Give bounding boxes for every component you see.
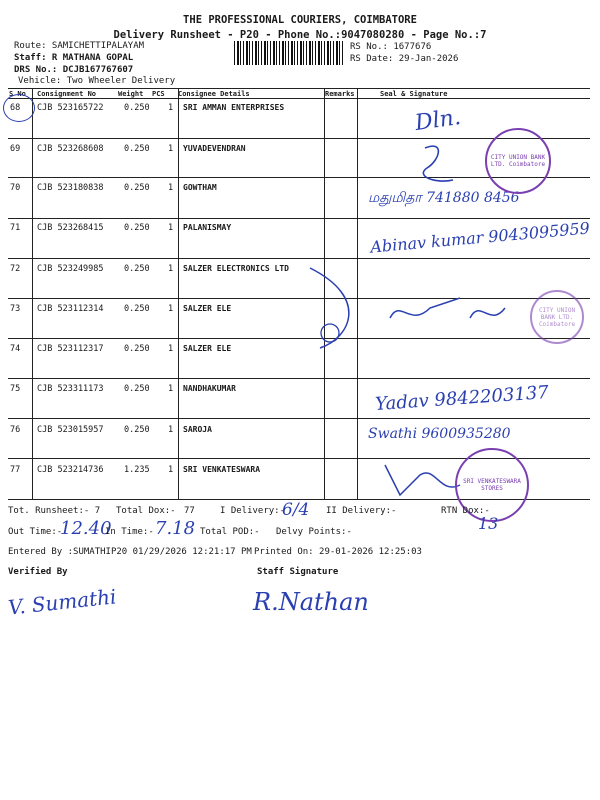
row-consignment: CJB 523268415: [37, 223, 104, 233]
row-weight: 0.250: [124, 103, 150, 113]
row-divider: [8, 218, 590, 219]
row-pcs: 1: [168, 144, 174, 154]
rs-date: RS Date: 29-Jan-2026: [350, 54, 459, 64]
row-weight: 0.250: [124, 384, 150, 394]
row-consignee: SRI VENKATESWARA: [183, 465, 261, 474]
row-pcs: 1: [168, 264, 174, 274]
out-time-value: 12.40: [60, 518, 112, 539]
col-divider: [178, 89, 179, 499]
row-pcs: 1: [168, 425, 174, 435]
total-pod-label: Total POD:-: [200, 527, 260, 537]
row-divider: [8, 378, 590, 379]
i-delivery-label: I Delivery:-: [220, 506, 286, 516]
company-title: THE PROFESSIONAL COURIERS, COIMBATORE: [183, 14, 417, 26]
in-time-label: In Time:-: [105, 527, 154, 537]
row-weight: 0.250: [124, 425, 150, 435]
row-sno: 69: [10, 144, 21, 154]
runsheet-subtitle: Delivery Runsheet - P20 - Phone No.:9047080280 - Page No.:7: [113, 29, 487, 41]
circle-mark: [3, 94, 35, 122]
row-weight: 0.250: [124, 223, 150, 233]
col-sno: S No: [9, 90, 26, 98]
row-divider: [8, 418, 590, 419]
row-weight: 0.250: [124, 304, 150, 314]
row-pcs: 1: [168, 344, 174, 354]
rtn-dox-value: 13: [478, 514, 499, 533]
col-pcs: PCS: [152, 90, 165, 98]
row-weight: 0.250: [124, 264, 150, 274]
row-consignment: CJB 523311173: [37, 384, 104, 394]
row-consignee: SALZER ELE: [183, 304, 232, 313]
total-dox-label: Total Dox:-: [116, 506, 176, 516]
row-sno: 68: [10, 103, 21, 113]
tot-runsheet: Tot. Runsheet:- 7: [8, 506, 101, 516]
row-consignee: SRI AMMAN ENTERPRISES: [183, 103, 285, 112]
row-pcs: 1: [168, 103, 174, 113]
city-union-stamp: CITY UNION BANK LTD. Coimbatore: [485, 128, 551, 194]
row-pcs: 1: [168, 304, 174, 314]
row-consignee: PALANISMAY: [183, 223, 232, 232]
total-dox-value: 77: [184, 506, 195, 516]
ii-delivery-label: II Delivery:-: [326, 506, 397, 516]
row-weight: 1.235: [124, 465, 150, 475]
signature-69: [405, 140, 465, 190]
rs-no: RS No.: 1677676: [350, 42, 432, 52]
route-label: Route: SAMICHETTIPALAYAM: [14, 41, 145, 51]
row-sno: 75: [10, 384, 21, 394]
drs-label: DRS No.: DCJB167767607: [14, 65, 134, 75]
col-consignee: Consignee Details: [178, 90, 250, 98]
venkateswara-stamp: SRI VENKATESWARA STORES: [455, 448, 529, 522]
row-sno: 71: [10, 223, 21, 233]
row-consignee: SALZER ELE: [183, 344, 232, 353]
row-consignment: CJB 523180838: [37, 183, 104, 193]
printed-on: Printed On: 29-01-2026 12:25:03: [254, 547, 422, 557]
row-consignment: CJB 523268608: [37, 144, 104, 154]
row-consignee: YUVADEVENDRAN: [183, 144, 246, 153]
row-sno: 77: [10, 465, 21, 475]
delvy-points-label: Delvy Points:-: [276, 527, 352, 537]
row-consignment: CJB 523249985: [37, 264, 104, 274]
row-consignee: SALZER ELECTRONICS LTD: [183, 264, 289, 273]
staff-signature: R.Nathan: [253, 588, 369, 616]
signature-71: Abinav kumar 9043095959: [369, 218, 591, 257]
row-consignee: GOWTHAM: [183, 183, 217, 192]
col-weight: Weight: [118, 90, 144, 98]
row-pcs: 1: [168, 465, 174, 475]
signature-75: Yadav 9842203137: [374, 381, 550, 416]
row-consignment: CJB 523165722: [37, 103, 104, 113]
row-sno: 70: [10, 183, 21, 193]
barcode-image: [234, 41, 344, 65]
row-consignee: NANDHAKUMAR: [183, 384, 236, 393]
row-consignment: CJB 523112317: [37, 344, 104, 354]
col-remarks: Remarks: [325, 90, 355, 98]
col-divider: [32, 89, 33, 499]
signature-70: மதுமிதா 741880 8456: [368, 190, 520, 206]
row-consignment: CJB 523214736: [37, 465, 104, 475]
row-sno: 74: [10, 344, 21, 354]
row-weight: 0.250: [124, 344, 150, 354]
staff-signature-label: Staff Signature: [257, 567, 339, 577]
staff-label: Staff: R MATHANA GOPAL: [14, 53, 134, 63]
signature-76: Swathi 9600935280: [368, 426, 511, 442]
in-time-value: 7.18: [155, 518, 196, 539]
signature-68: Dln.: [413, 104, 463, 137]
verified-signature: V. Sumathi: [7, 584, 118, 620]
out-time-label: Out Time:-: [8, 527, 63, 537]
entered-by: Entered By :SUMATHIP20 01/29/2026 12:21:17 PM: [8, 547, 252, 557]
row-sno: 72: [10, 264, 21, 274]
row-pcs: 1: [168, 183, 174, 193]
row-consignment: CJB 523112314: [37, 304, 104, 314]
col-sign: Seal & Signature: [380, 90, 448, 98]
row-sno: 76: [10, 425, 21, 435]
row-weight: 0.250: [124, 183, 150, 193]
col-consignment: Consignment No: [37, 90, 97, 98]
row-sno: 73: [10, 304, 21, 314]
table-header-border: [8, 98, 590, 99]
row-weight: 0.250: [124, 144, 150, 154]
rtn-dox-label: RTN Dox:-: [441, 506, 490, 516]
row-consignment: CJB 523015957: [37, 425, 104, 435]
row-pcs: 1: [168, 223, 174, 233]
row-pcs: 1: [168, 384, 174, 394]
faded-stamp: CITY UNION BANK LTD. Coimbatore: [530, 290, 584, 344]
table-top-border: [8, 88, 590, 89]
signature-72-74: [290, 258, 520, 368]
verified-by-label: Verified By: [8, 567, 68, 577]
i-delivery-value: 6/4: [282, 500, 310, 520]
vehicle-label: Vehicle: Two Wheeler Delivery: [18, 76, 176, 86]
row-consignee: SAROJA: [183, 425, 212, 434]
